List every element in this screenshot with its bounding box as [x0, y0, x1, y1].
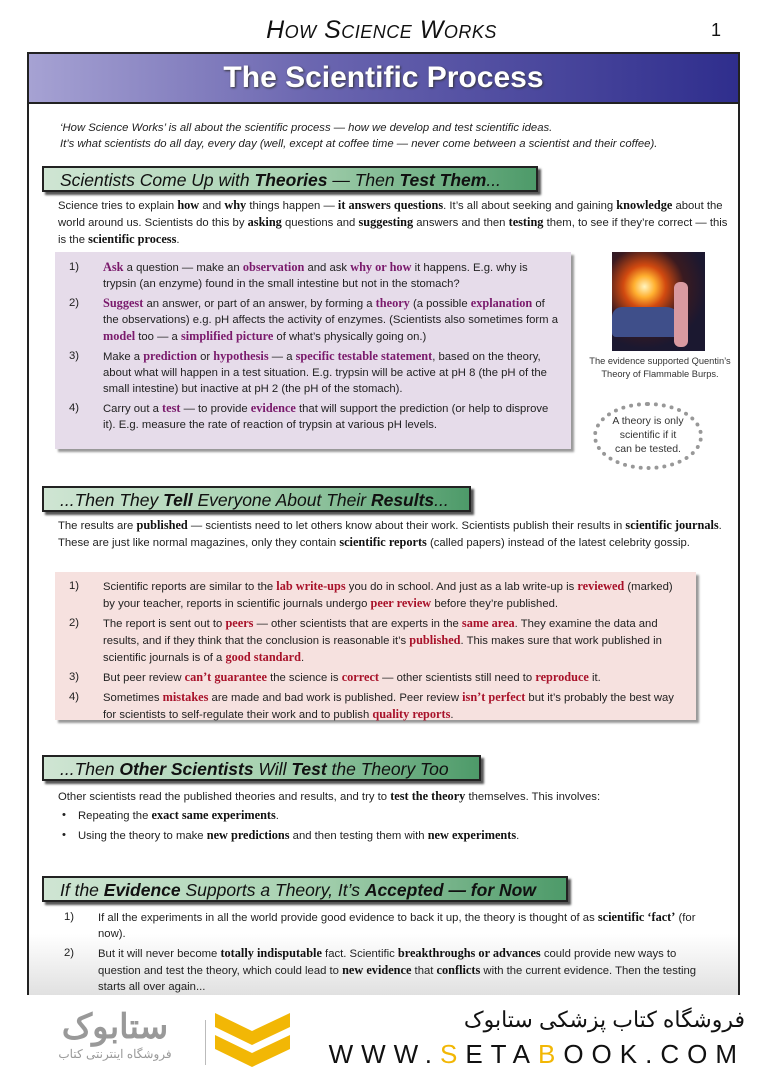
emphasis-text: breakthroughs or advances [397, 946, 541, 960]
emphasis-text: lab write-ups [276, 579, 346, 593]
text-run: Using the theory to make [78, 830, 207, 842]
text-run: Make a [103, 351, 144, 363]
list-item [55, 295, 561, 345]
text-run: it happens. E.g. why is trypsin (an enzyme) found in the small intestine but not in the stomach? [103, 262, 528, 290]
text-run: — Then [327, 170, 400, 190]
running-head: How Science Works [266, 16, 497, 44]
emphasis-text: exact same experiments [151, 808, 276, 822]
text-run: . [516, 830, 520, 842]
item-number: 4) [69, 402, 80, 414]
item-text [98, 912, 695, 940]
section-heading-theories [42, 166, 538, 192]
emphasis-text: model [103, 329, 136, 343]
text-run: If the [60, 880, 104, 900]
process-steps-box [55, 252, 571, 449]
starburst-text: A theory is only scientific if it can be tested. [612, 415, 684, 455]
item-number: 1) [69, 580, 80, 592]
text-run: that will support the prediction (or help to disprove it). E.g. measure the rate of reaction of trypsin at various pH levels. [103, 403, 549, 431]
url-part: WWW. [328, 1039, 440, 1069]
emphasis-text: can’t guarantee [184, 670, 267, 684]
text-run: questions and [281, 217, 359, 229]
item-text [103, 581, 673, 610]
emphasis-text: why or how [350, 260, 412, 274]
emphasis-text: peers [225, 616, 254, 630]
emphasis-text: observation [242, 260, 305, 274]
list-item [55, 348, 561, 397]
text-run: Scientific reports are similar to the [103, 581, 277, 593]
url-part: S [440, 1039, 466, 1069]
emphasis-text: published [409, 633, 461, 647]
text-run: Carry out a [103, 403, 163, 415]
emphasis-text: scientific reports [339, 535, 427, 549]
text-run: (marked) by your teacher, reports in scientific journals undergo [103, 581, 673, 610]
emphasis-text: totally indisputable [220, 946, 322, 960]
text-run: the Theory Too [326, 759, 449, 779]
text-run: Sometimes [103, 692, 163, 704]
text-run: . This makes sure that work published in scientific journals is of a [103, 635, 662, 664]
list-item [50, 909, 710, 942]
text-run: answers and then [413, 217, 509, 229]
emphasis-text: published [136, 518, 188, 532]
text-run: (called papers) instead of the latest celebrity gossip. [426, 537, 690, 549]
emphasis-text: isn’t perfect [462, 690, 526, 704]
url-part: B [537, 1039, 564, 1069]
logo-subtitle: فروشگاه اینترنتی کتاب [58, 1047, 172, 1061]
item-number: 3) [69, 350, 80, 362]
text-run: Repeating the [78, 810, 152, 822]
list-item [50, 945, 710, 995]
title-bar [27, 52, 740, 104]
emphasis-text: Other Scientists [119, 759, 254, 779]
text-run: fact. Scientific [321, 948, 398, 960]
list-item [55, 400, 561, 433]
list-item [55, 669, 686, 686]
text-run: too — a [135, 331, 181, 343]
text-run: Other scientists read the published theories and results, and try to [58, 791, 391, 803]
text-run: . They examine the data and results, and if they think that the conclusion is reasonable it’s [103, 618, 658, 647]
emphasis-text: prediction [143, 349, 197, 363]
text-run: them, to see if they’re correct — this is the [58, 217, 728, 246]
text-run: . [176, 234, 180, 246]
emphasis-text: Ask [103, 260, 124, 274]
emphasis-text: scientific journals [625, 518, 719, 532]
emphasis-text: hypothesis [213, 349, 269, 363]
text-run: (for now). [98, 912, 696, 940]
section-heading-results [42, 486, 471, 512]
item-text [103, 351, 547, 395]
item-number: 2) [69, 297, 80, 309]
text-run: or [196, 351, 214, 363]
emphasis-text: mistakes [162, 690, 209, 704]
text-run: you do in school. And just as a lab write-up is [345, 581, 578, 593]
text-run: Science tries to explain [58, 200, 178, 212]
text-run: — other scientists still need to [379, 672, 536, 684]
list-item [55, 259, 561, 292]
text-run: (a possible [409, 298, 471, 310]
item-number: 2) [69, 617, 80, 629]
emphasis-text: specific testable statement [295, 349, 433, 363]
emphasis-text: suggesting [358, 215, 414, 229]
text-run: The results are [58, 520, 137, 532]
text-run: a question — make an [123, 262, 243, 274]
text-run: But peer review [103, 672, 185, 684]
text-run: but it’s probably the best way for scientists to self-regulate their work and to publish [103, 692, 674, 721]
item-text [103, 692, 674, 721]
text-run: . [275, 810, 279, 822]
chevron-logo-icon [215, 1013, 290, 1073]
text-run: — scientists need to let others know about their work. Scientists publish their results in [187, 520, 626, 532]
text-run: it. [588, 672, 601, 684]
emphasis-text: testing [508, 215, 544, 229]
item-text [103, 672, 601, 684]
emphasis-text: Evidence [103, 880, 181, 900]
intro-line: It’s what scientists do all day, every day (well, except at coffee time — never come between a scientist and their coffee). [60, 138, 658, 150]
emphasis-text: asking [247, 215, 282, 229]
emphasis-text: correct [341, 670, 379, 684]
logo-divider [205, 1020, 206, 1065]
page-number: 1 [711, 20, 722, 40]
setabook-logo [35, 1007, 195, 1077]
section-heading-accepted [42, 876, 568, 902]
item-text [103, 618, 662, 664]
text-run: . It’s all about seeking and gaining [443, 200, 617, 212]
item-text [103, 298, 558, 343]
item-number: 1) [69, 261, 80, 273]
item-number: 2) [64, 947, 75, 959]
emphasis-text: reviewed [577, 579, 625, 593]
text-run: — a [268, 351, 296, 363]
bullet-item [58, 807, 728, 824]
bullet-item [58, 827, 728, 844]
emphasis-text: Test Them [399, 170, 487, 190]
emphasis-text: simplified picture [180, 329, 274, 343]
item-number: 3) [69, 671, 80, 683]
emphasis-text: Suggest [103, 296, 144, 310]
emphasis-text: Tell [163, 490, 193, 510]
item-number: 1) [64, 911, 75, 923]
text-run: , based on the theory, about what will happen in a test situation. E.g. trypsin will be active at pH 8 (the pH of the small intestine) but inactive at pH 2 (the pH of the stomach). [103, 351, 547, 395]
emphasis-text: it answers questions [337, 198, 444, 212]
text-run: The report is sent out to [103, 618, 226, 630]
emphasis-text: Theories [254, 170, 328, 190]
text-run: Will [253, 759, 292, 779]
section-paragraph [58, 788, 728, 805]
section-paragraph [58, 197, 728, 248]
emphasis-text: conflicts [436, 963, 481, 977]
item-number: 4) [69, 691, 80, 703]
emphasis-text: scientific process [88, 232, 177, 246]
starburst-note [593, 402, 703, 470]
flammable-burp-photo [612, 252, 705, 351]
text-run: ... [486, 170, 501, 190]
text-run: and then testing them with [289, 830, 428, 842]
emphasis-text: Results [370, 490, 435, 510]
emphasis-text: new predictions [206, 828, 290, 842]
photo-caption: The evidence supported Quentin’s Theory of Flammable Burps. [589, 356, 731, 379]
emphasis-text: test [162, 401, 181, 415]
text-run: Everyone About Their [192, 490, 371, 510]
emphasis-text: Test [291, 759, 327, 779]
text-run: themselves. This involves: [465, 791, 601, 803]
emphasis-text: knowledge [616, 198, 673, 212]
list-item [55, 689, 686, 723]
text-run: the science is [266, 672, 342, 684]
text-run: things happen — [246, 200, 338, 212]
emphasis-text: why [224, 198, 247, 212]
list-item [55, 578, 686, 612]
text-run: ... [434, 490, 449, 510]
text-run: If all the experiments in all the world provide good evidence to back it up, the theory is thought of as [98, 912, 598, 924]
text-run: of what’s physically going on.) [273, 331, 427, 343]
emphasis-text: new experiments [427, 828, 517, 842]
emphasis-text: test the theory [390, 789, 466, 803]
person-shape [674, 282, 688, 347]
bullet-list [58, 807, 728, 847]
emphasis-text: scientific ‘fact’ [597, 910, 676, 924]
emphasis-text: good standard [225, 650, 301, 664]
text-run: are made and bad work is published. Peer review [208, 692, 463, 704]
text-run: — other scientists that are experts in the [253, 618, 462, 630]
text-run: before they’re published. [431, 598, 559, 610]
emphasis-text: reproduce [535, 670, 589, 684]
list-item [55, 615, 686, 666]
url-part: OOK.COM [563, 1039, 745, 1069]
section-heading-other-scientists [42, 755, 481, 781]
text-run: But it will never become [98, 948, 221, 960]
car-shape [612, 307, 682, 337]
emphasis-text: explanation [470, 296, 533, 310]
text-run: . [450, 709, 454, 721]
item-text [103, 262, 528, 290]
store-name: فروشگاه کتاب پزشکی ستابوک [463, 1007, 745, 1032]
accepted-list [50, 909, 710, 998]
emphasis-text: theory [375, 296, 410, 310]
text-run: . [300, 652, 305, 664]
emphasis-text: new evidence [342, 963, 412, 977]
emphasis-text: quality reports [372, 707, 451, 721]
text-run: Scientists Come Up with [60, 170, 255, 190]
item-text [98, 948, 696, 993]
text-run: and ask [304, 262, 351, 274]
text-run: with the current evidence. Then the testing starts all over again... [98, 965, 697, 993]
emphasis-text: same area [461, 616, 515, 630]
text-run: that [411, 965, 437, 977]
logo-text: ستابوک [61, 1008, 169, 1046]
intro [60, 120, 657, 152]
section-paragraph [58, 517, 728, 551]
text-run: ...Then [60, 759, 120, 779]
text-run: . These are just like normal magazines, only they contain [58, 520, 722, 549]
peer-review-box [55, 572, 696, 720]
text-run: and [199, 200, 225, 212]
text-run: of the observations) e.g. pH affects the activity of enzymes. (Scientists also sometimes form a [103, 298, 558, 326]
text-run: — to provide [180, 403, 251, 415]
store-url[interactable] [329, 1039, 745, 1070]
text-run: ...Then They [60, 490, 164, 510]
text-run: about the world around us. Scientists do this by [58, 200, 723, 229]
emphasis-text: how [177, 198, 200, 212]
url-part: ETA [465, 1039, 538, 1069]
text-run: could provide new ways to question and test the theory, which could lead to [98, 948, 677, 977]
page-title: The Scientific Process [223, 61, 544, 94]
footer-banner [0, 995, 763, 1080]
intro-line: ‘How Science Works’ is all about the scientific process — how we develop and test scientific ideas. [60, 122, 553, 134]
text-run: an answer, or part of an answer, by forming a [143, 298, 376, 310]
emphasis-text: peer review [370, 596, 432, 610]
emphasis-text: evidence [250, 401, 296, 415]
emphasis-text: Accepted — for Now [364, 880, 536, 900]
text-run: Supports a Theory, It’s [180, 880, 365, 900]
item-text [103, 403, 548, 431]
